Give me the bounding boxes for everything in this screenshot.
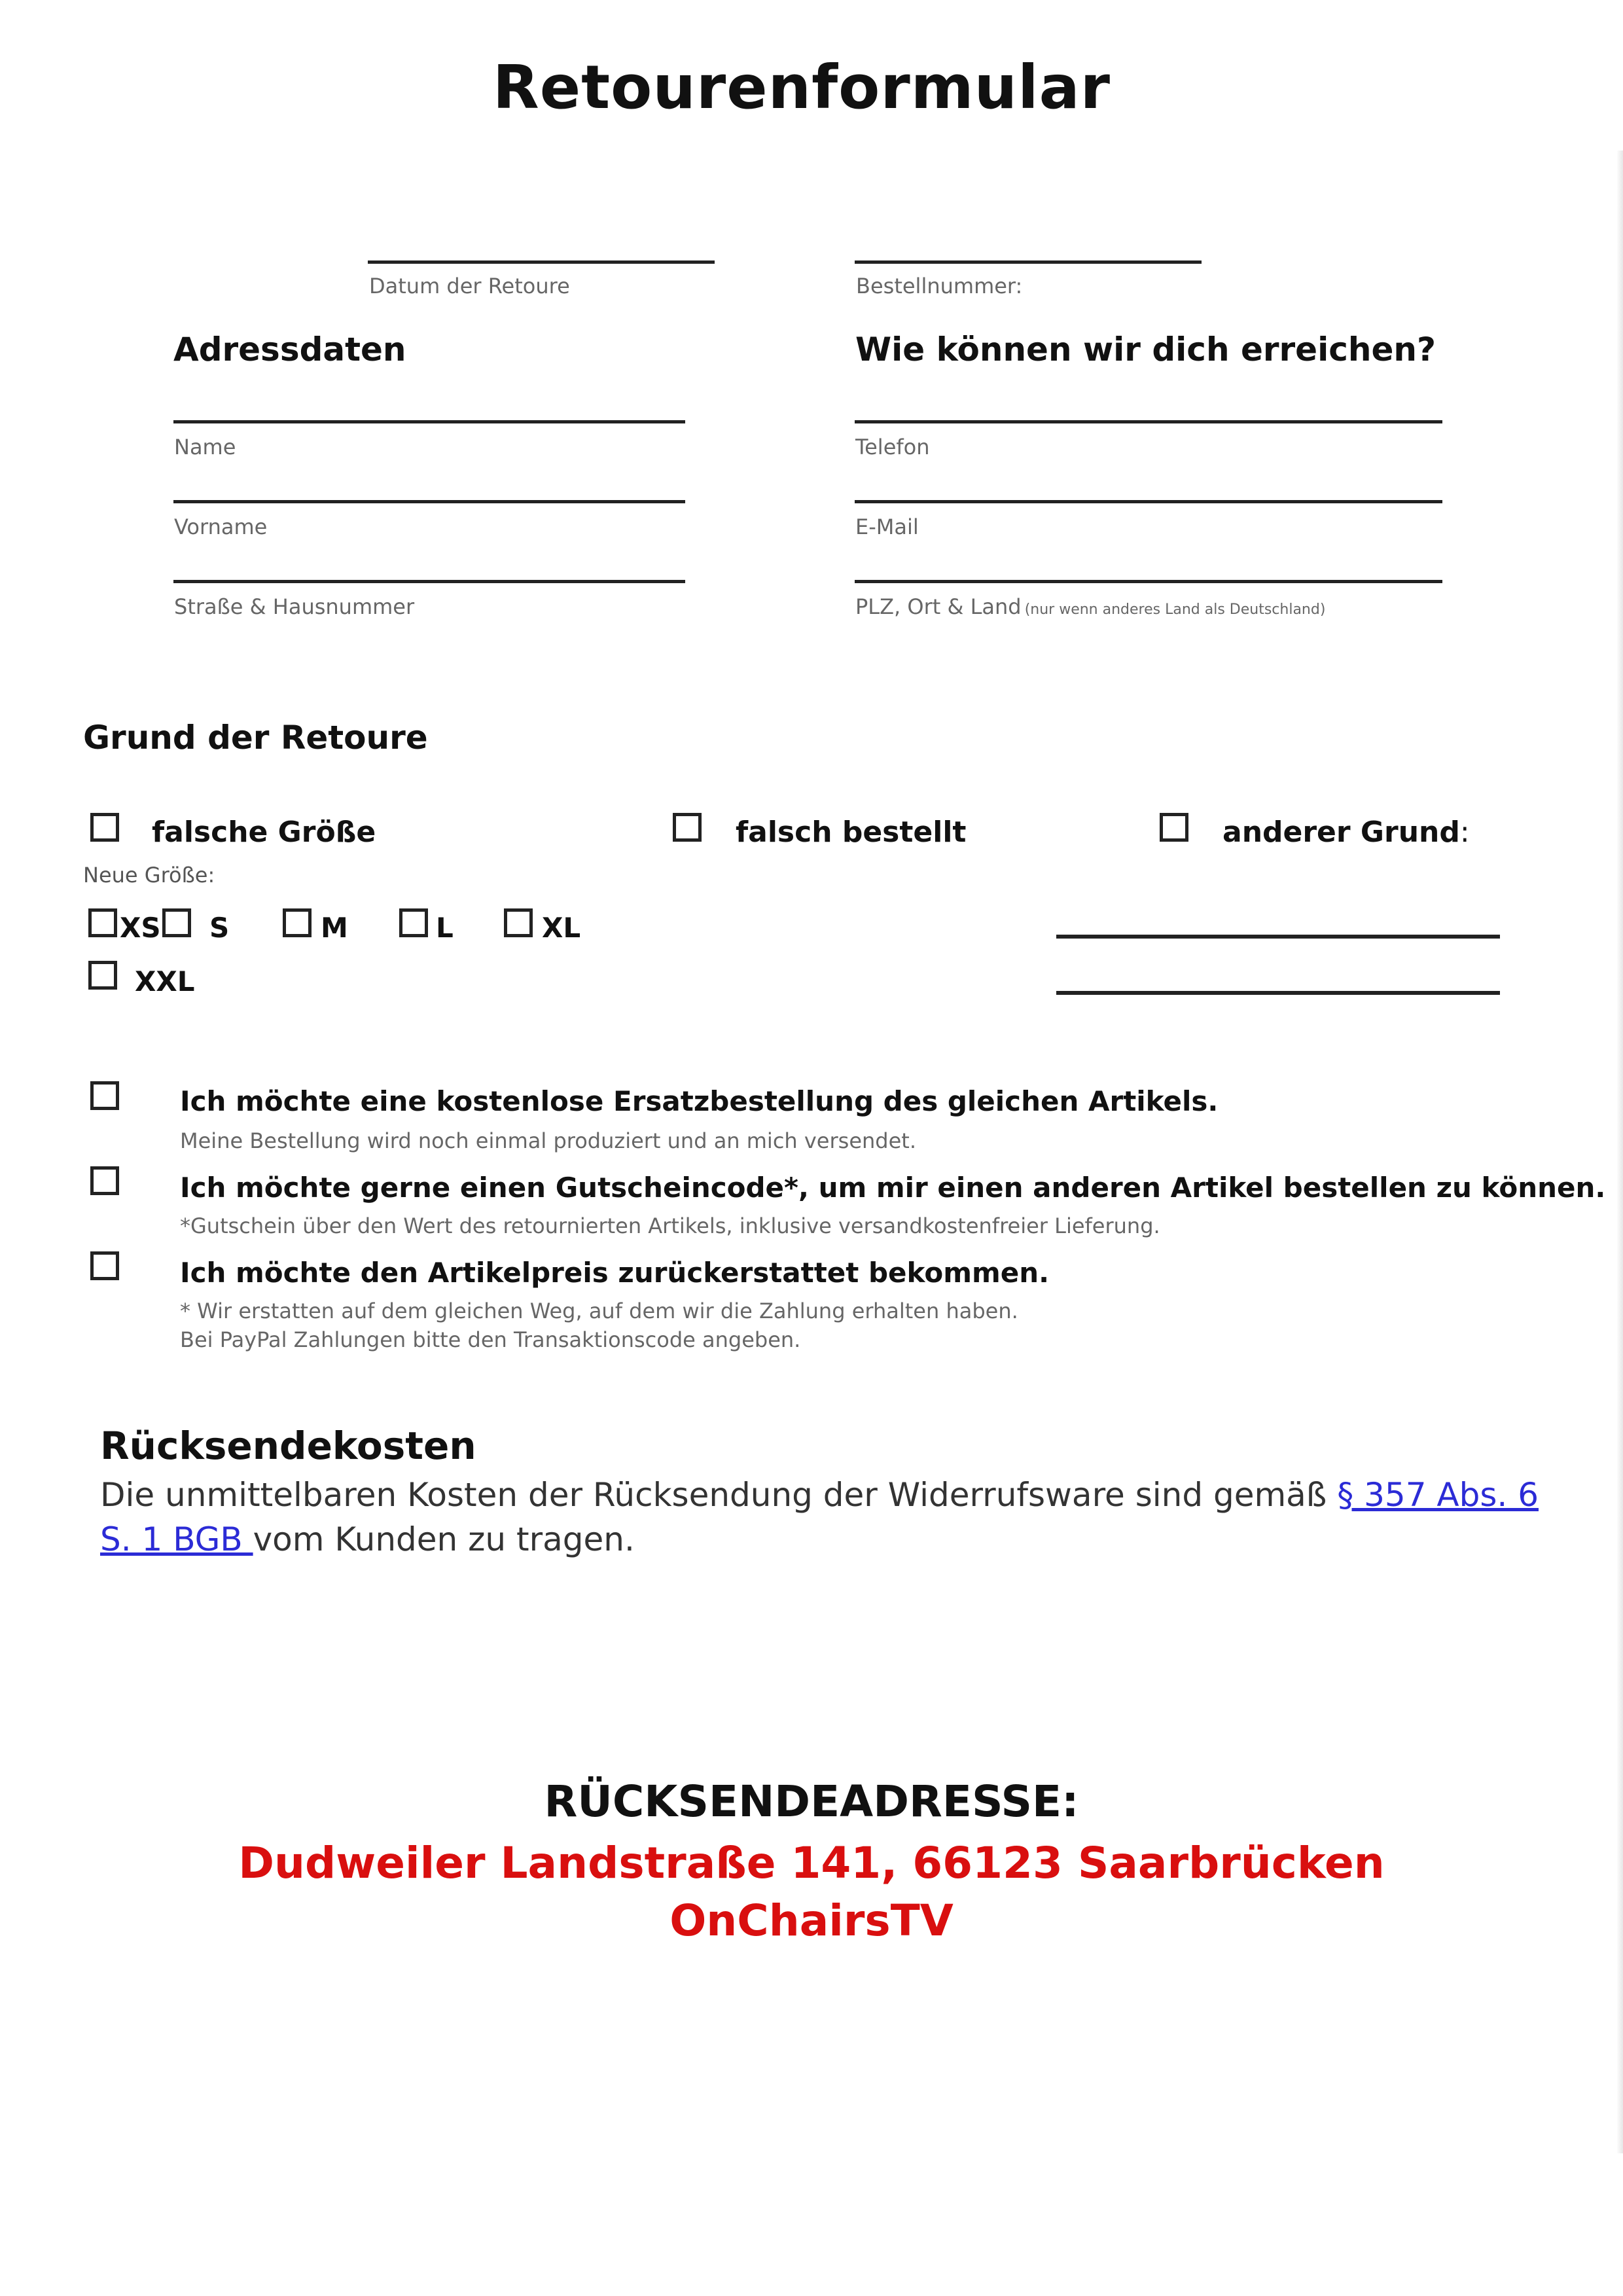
date-field-label: Datum der Retoure — [369, 274, 570, 298]
name-field-label: Name — [174, 435, 236, 459]
street-field-line[interactable] — [173, 580, 685, 583]
bgb-link[interactable]: § 357 Abs. 6 S. 1 BGB — [100, 1476, 1539, 1558]
email-field-label: E-Mail — [855, 514, 919, 539]
name-field-line[interactable] — [173, 420, 685, 423]
phone-field-line[interactable] — [855, 420, 1442, 423]
other-reason-line-1[interactable] — [1056, 935, 1500, 939]
voucher-option-title: Ich möchte gerne einen Gutscheincode*, um mir einen anderen Artikel bestellen zu können. — [180, 1172, 1606, 1204]
return-costs-heading: Rücksendekosten — [100, 1424, 476, 1468]
other-reason-label: anderer Grund — [1222, 816, 1460, 849]
new-size-label: Neue Größe: — [83, 863, 215, 888]
city-field-label: PLZ, Ort & Land — [855, 594, 1022, 619]
replacement-option-note: Meine Bestellung wird noch einmal produziert und an mich versendet. — [180, 1128, 916, 1153]
size-xl-label: XL — [542, 912, 581, 944]
voucher-checkbox[interactable] — [90, 1166, 119, 1195]
address-heading: Adressdaten — [173, 331, 406, 368]
city-field-label-group — [855, 594, 1325, 619]
voucher-option-note: *Gutschein über den Wert des retournierten Artikels, inklusive versandkostenfreier Lieferung. — [180, 1213, 1160, 1238]
size-m-label: M — [321, 912, 348, 944]
replacement-checkbox[interactable] — [90, 1081, 119, 1110]
other-reason-label-group — [1222, 816, 1470, 849]
date-field-line[interactable] — [368, 260, 715, 264]
other-reason-checkbox[interactable] — [1160, 813, 1188, 842]
size-l-checkbox[interactable] — [399, 908, 428, 937]
order-number-field-label: Bestellnummer: — [856, 274, 1023, 298]
refund-option-title: Ich möchte den Artikelpreis zurückerstattet bekommen. — [180, 1257, 1050, 1289]
size-xs-checkbox[interactable] — [88, 908, 117, 937]
wrong-order-label: falsch bestellt — [736, 816, 967, 849]
phone-field-label: Telefon — [855, 435, 930, 459]
country-note: (nur wenn anderes Land als Deutschland) — [1024, 601, 1326, 618]
firstname-field-line[interactable] — [173, 500, 685, 503]
size-s-checkbox[interactable] — [162, 908, 191, 937]
return-costs-text — [100, 1473, 1579, 1562]
size-xxl-label: XXL — [135, 965, 195, 997]
firstname-field-label: Vorname — [174, 514, 268, 539]
other-reason-line-2[interactable] — [1056, 991, 1500, 995]
size-xl-checkbox[interactable] — [504, 908, 533, 937]
return-costs-text-before: Die unmittelbaren Kosten der Rücksendung der Widerrufsware sind gemäß — [100, 1476, 1338, 1514]
size-m-checkbox[interactable] — [283, 908, 312, 937]
city-field-line[interactable] — [855, 580, 1442, 583]
wrong-size-label: falsche Größe — [152, 816, 376, 849]
contact-heading: Wie können wir dich erreichen? — [855, 331, 1436, 368]
return-address-street: Dudweiler Landstraße 141, 66123 Saarbrücken — [238, 1838, 1385, 1888]
other-reason-colon: : — [1459, 816, 1470, 849]
order-number-field-line[interactable] — [855, 260, 1202, 264]
return-address-company: OnChairsTV — [669, 1895, 954, 1946]
refund-option-note: * Wir erstatten auf dem gleichen Weg, auf dem wir die Zahlung erhalten haben. — [180, 1299, 1018, 1323]
street-field-label: Straße & Hausnummer — [174, 594, 415, 619]
size-xxl-checkbox[interactable] — [88, 961, 117, 990]
return-address-heading: RÜCKSENDEADRESSE: — [544, 1776, 1079, 1827]
size-xs-label: XS — [120, 912, 161, 944]
reason-heading: Grund der Retoure — [83, 719, 428, 757]
wrong-size-checkbox[interactable] — [90, 813, 119, 842]
page-title: Retourenformular — [492, 52, 1111, 122]
refund-option-note-paypal: Bei PayPal Zahlungen bitte den Transaktionscode angeben. — [180, 1327, 801, 1352]
replacement-option-title: Ich möchte eine kostenlose Ersatzbestellung des gleichen Artikels. — [180, 1085, 1219, 1117]
refund-checkbox[interactable] — [90, 1251, 119, 1280]
size-l-label: L — [436, 912, 454, 944]
return-costs-text-after: vom Kunden zu tragen. — [253, 1520, 635, 1558]
size-s-label: S — [209, 912, 230, 944]
wrong-order-checkbox[interactable] — [673, 813, 702, 842]
email-field-line[interactable] — [855, 500, 1442, 503]
